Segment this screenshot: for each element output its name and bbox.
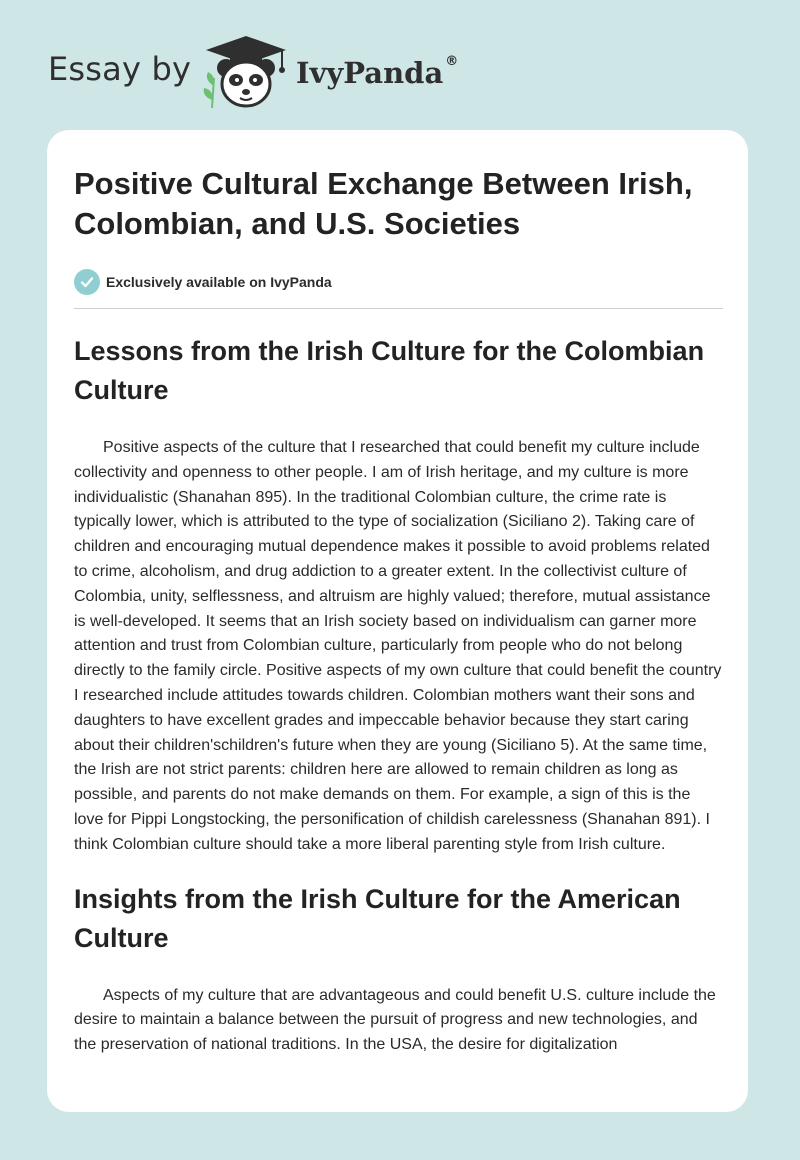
check-circle-icon <box>74 269 100 295</box>
badge-label: Exclusively available on IvyPanda <box>106 274 332 290</box>
essay-by-label: Essay by <box>48 50 192 88</box>
section-heading: Lessons from the Irish Culture for the Colombian Culture <box>74 336 705 405</box>
divider <box>74 308 723 309</box>
panda-graduate-icon[interactable] <box>200 34 292 110</box>
article-content <box>74 130 723 1058</box>
ivypanda-logo-text[interactable]: IvyPanda ® <box>296 54 459 90</box>
exclusive-badge <box>74 268 723 296</box>
registered-mark: ® <box>445 54 459 69</box>
site-header <box>48 30 508 110</box>
section-paragraph: Positive aspects of the culture that I researched that could benefit my culture include collectivity and openness to other people. I am of Irish heritage, and my culture is more individualistic (Shanahan 895). In the traditional Colombian culture, the crime rate is typically lower, which is attributed to the type of socialization (Siciliano 2). Taking care of children and encouraging mutual dependence makes it possible to avoid problems related to crime, alcoholism, and drug addiction to a greater extent. In the collectivist culture of Colombia, unity, selflessness, and altruism are highly valued; therefore, mutual assistance is well-developed. It seems that an Irish society based on individualism can garner more attention and trust from Colombian culture, particularly from people who do not belong directly to the family circle. Positive aspects of my own culture that could benefit the country I researched include attitudes towards children. Colombian mothers want their sons and daughters to have excellent grades and impeccable behavior because they start caring about their children'schildren's future when they are young (Siciliano 5). At the same time, the Irish are not strict parents: children here are allowed to remain children as long as possible, and parents do not make demands on them. For example, a sign of this is the love for Pippi Longstocking, the personification of childish carelessness (Shanahan 891). I think Colombian culture should take a more liberal parenting style from Irish culture. <box>74 439 722 853</box>
article-card <box>47 130 748 1112</box>
page-title: Positive Cultural Exchange Between Irish, Colombian, and U.S. Societies <box>74 166 693 241</box>
section-paragraph: Aspects of my culture that are advantageous and could benefit U.S. culture include the desire to maintain a balance between the pursuit of progress and new technologies, and the preservation of national traditions. In the USA, the desire for digitalization <box>74 986 716 1054</box>
section-heading: Insights from the Irish Culture for the American Culture <box>74 883 681 953</box>
